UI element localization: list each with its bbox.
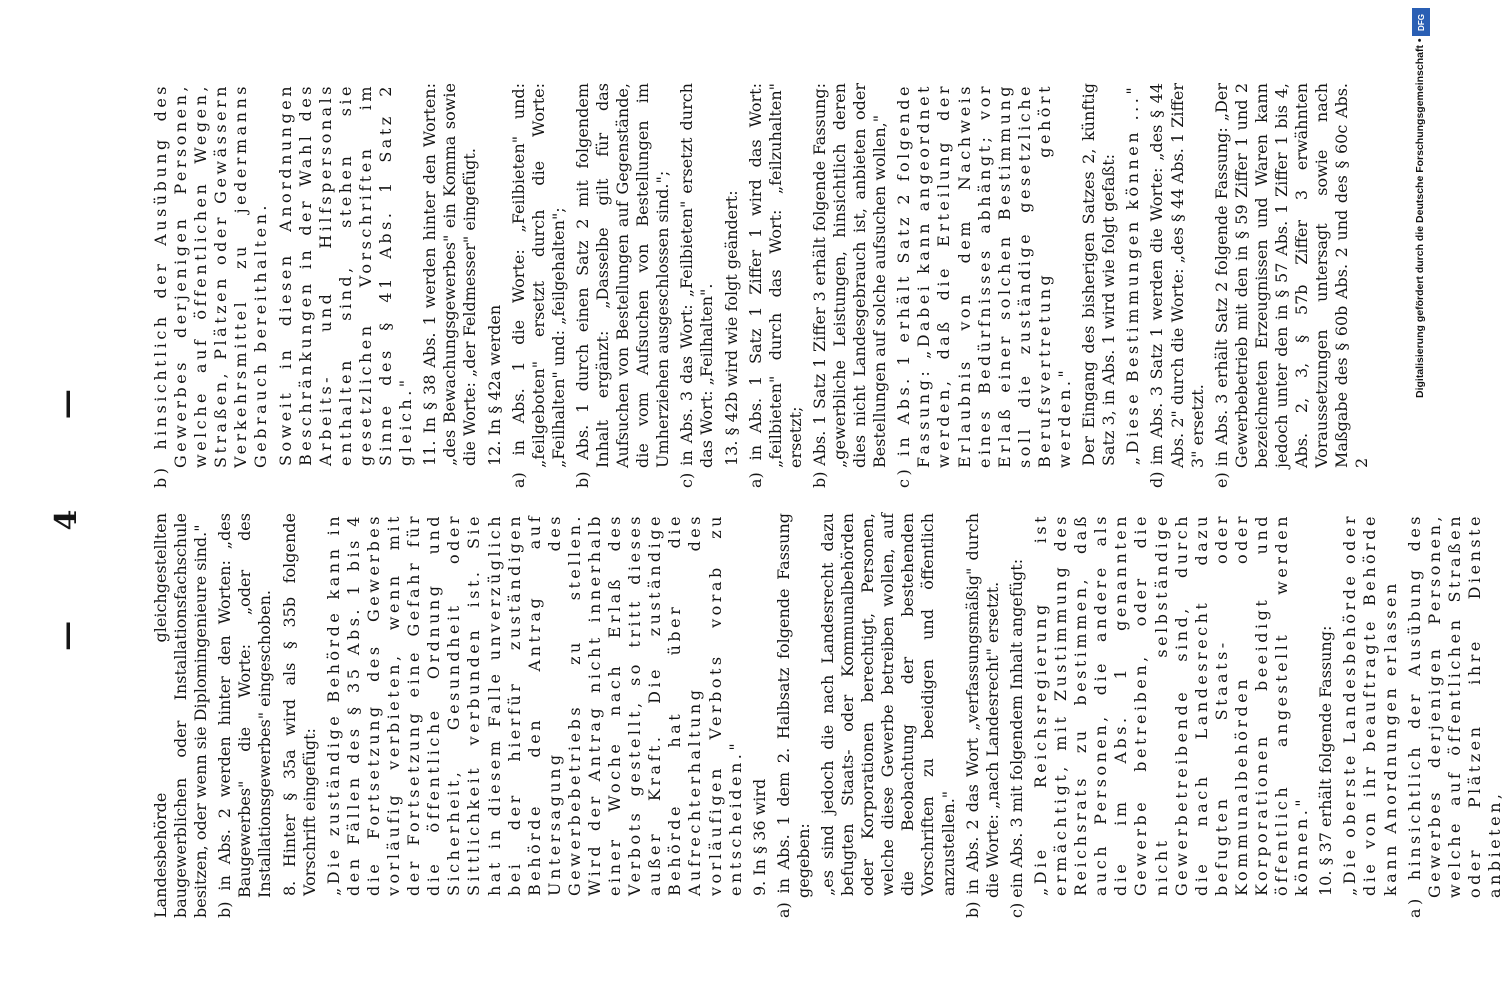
quoted-provision: „Die zuständige Behörde kann in den Fällen des § 35 Abs. 1 bis 4 die Fortsetzung des Gewerbes vorläufig verbieten, wenn mit der Fortsetzung eine Gefahr für die öffentliche Ordnung und Sicherheit, Gesundheit oder Sittlichkeit verbunden ist. Sie hat in diesem Falle unverzüglich bei der hierfür zuständigen Behörde den Antrag auf Untersagung des Gewerbebetriebs zu stellen. Wird der Antrag nicht innerhalb einer Woche nach Erlaß des Verbots gestellt, so tritt dieses außer Kraft. Die zuständige Behörde hat über die Aufrechterhaltung des vorläufigen Verbots vorab zu entscheiden." [323, 513, 745, 896]
paragraph: a) hinsichtlich der Ausübung des Gewerbes derjenigen Personen, welche auf öffentlichen Straßen oder Plätzen ihre Dienste anbieten, [1404, 513, 1504, 918]
paragraph: b) Abs. 1 Satz 1 Ziffer 3 erhält folgende Fassung: „gewerbliche Leistungen, hinsichtlich deren dies nicht Landesgebrauch ist, anbieten oder Bestellungen auf solche aufsuchen wollen," [809, 83, 890, 488]
paragraph: b) in Abs. 2 das Wort „verfassungsmäßig" durch die Worte: „nach Landesrecht" ersetzt. [962, 513, 1002, 918]
paragraph: e) in Abs. 3 erhält Satz 2 folgende Fassung: „Der Gewerbebetrieb mit den in § 59 Ziffer 1 und 2 bezeichneten Erzeugnissen und Waren kann jedoch unter den in § 57 Abs. 1 Ziffer 1 bis 4, Abs. 2, 3, § 57b Ziffer 3 erwähnten Voraussetzungen untersagt sowie nach Maßgabe des § 60b Abs. 2 und des § 60c Abs. 2 [1211, 83, 1372, 488]
paragraph: Landesbehörde gleichgestellten baugewerblichen oder Installationsfachschule besitzen, oder wenn sie Diplomingenieure sind." [151, 513, 211, 918]
paragraph: b) in Abs. 2 werden hinter den Worten: „des Baugewerbes" die Worte: „oder des Installationsgewerbes" eingeschoben. [215, 513, 275, 918]
right-column [151, 83, 1372, 488]
paragraph: c) in Abs. 3 das Wort: „Feilbieten" ersetzt durch das Wort: „Feilhalten". [677, 83, 717, 488]
page-number: — 4 — [49, 349, 84, 651]
paragraph: a) in Abs. 1 Satz 1 Ziffer 1 wird das Wort: „feilbieten" durch das Wort: „feilzuhalten" ersetzt; [745, 83, 805, 488]
section-heading: 11. In § 38 Abs. 1 werden hinter den Worten: „des Bewachungsgewerbes" ein Komma sowie die Worte: „der Feldmesser" eingefügt. [420, 83, 480, 466]
paragraph: d) im Abs. 3 Satz 1 werden die Worte: „des § 44 Abs. 2" durch die Worte: „des § 44 Abs. 1 Ziffer 3" ersetzt. [1147, 83, 1207, 488]
paragraph: b) Abs. 1 durch einen Satz 2 mit folgendem Inhalt ergänzt: „Dasselbe gilt für das Aufsuchen von Bestellungen auf Gegenstände, die vom Aufsuchen von Bestellungen im Umherziehen ausgeschlossen sind."; [572, 83, 673, 488]
quoted-provision: „Diese Bestimmungen können ..." [1123, 83, 1143, 466]
section-heading: 10. § 37 erhält folgende Fassung: [1316, 625, 1336, 896]
credit-text: Digitalisierung gefördert durch die Deutsche Forschungsgemeinschaft • [1414, 38, 1426, 398]
paragraph: a) in Abs. 1 dem 2. Halbsatz folgende Fassung gegeben: [773, 513, 813, 918]
section-heading: 8. Hinter § 35a wird als § 35b folgende Vorschrift eingefügt: [279, 513, 319, 896]
section-heading: 13. § 42b wird wie folgt geändert: [721, 190, 741, 466]
quoted-provision: „Die Reichsregierung ist ermächtigt, mit Zustimmung des Reichsrats zu bestimmen, daß auch Personen, die andere als die im Abs. 1 genannten Gewerbe betreiben, oder die nicht selbständige Gewerbetreibende sind, durch die nach Landesrecht dazu befugten Staats- oder Kommunalbehörden oder Korporationen beeidigt und öffentlich angestellt werden können." [1030, 513, 1312, 896]
section-heading: 12. In § 42a werden [484, 304, 504, 466]
paragraph: c) ein Abs. 3 mit folgendem Inhalt angefügt: [1006, 558, 1026, 918]
quoted-provision: „es sind jedoch die nach Landesrecht dazu befugten Staats- oder Kommunalbehörden oder Korporationen berechtigt, Personen, welche diese Gewerbe betreiben wollen, auf die Beobachtung der bestehenden Vorschriften zu beeidigen und öffentlich anzustellen." [818, 513, 958, 896]
digitization-credit [1411, 8, 1433, 398]
paragraph: Der Eingang des bisherigen Satzes 2, künftig Satz 3, in Abs. 1 wird wie folgt gefaßt: [1079, 83, 1119, 466]
paragraph: b) hinsichtlich der Ausübung des Gewerbes derjenigen Personen, welche auf öffentlichen Wegen, Straßen, Plätzen oder Gewässern Verkehrsmittel zu jedermanns Gebrauch bereithalten. [151, 83, 271, 488]
paragraph: a) in Abs. 1 die Worte: „Feilbieten" und: „feilgeboten" ersetzt durch die Worte: „Feilhalten" und: „feilgehalten"; [508, 83, 568, 488]
dfg-logo-text: DFG [1416, 13, 1426, 31]
quoted-provision: „Die oberste Landesbehörde oder die von ihr beauftragte Behörde kann Anordnungen erlassen [1340, 513, 1400, 896]
paragraph: c) in Abs. 1 erhält Satz 2 folgende Fassung: „Dabei kann angeordnet werden, daß die Erteilung der Erlaubnis von dem Nachweis eines Bedürfnisses abhängt; vor Erlaß einer solchen Bestimmung soll die zuständige gesetzliche Berufsvertretung gehört werden." [894, 83, 1075, 488]
quoted-provision: Soweit in diesen Anordnungen Beschränkungen in der Wahl des Arbeits- und Hilfspersonals enthalten sind, stehen sie gesetzlichen Vorschriften im Sinne des § 41 Abs. 1 Satz 2 gleich." [275, 83, 416, 466]
section-heading: 9. In § 36 wird [749, 778, 769, 896]
left-column [151, 513, 1504, 918]
